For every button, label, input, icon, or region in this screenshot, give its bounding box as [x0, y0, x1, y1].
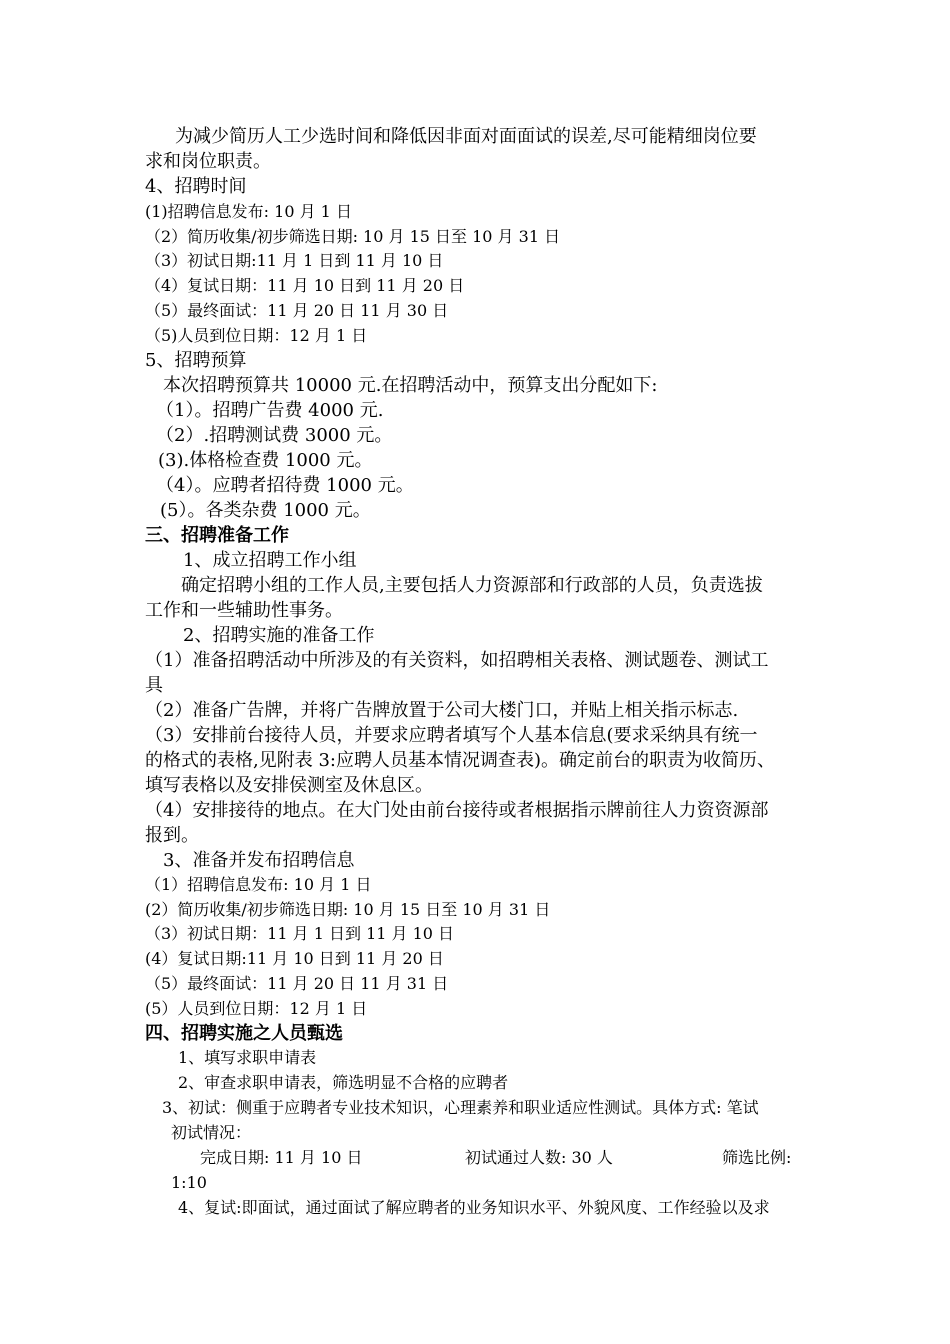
- text-line: 的格式的表格,见附表 3:应聘人员基本情况调查表)。确定前台的职责为收简历、: [145, 750, 775, 771]
- text-line: （4）复试日期：11 月 10 日到 11 月 20 日: [145, 276, 465, 295]
- text-line: 报到。: [145, 825, 199, 846]
- text-line: 1、成立招聘工作小组: [183, 550, 357, 571]
- text-line: （4）。应聘者招待费 1000 元。: [156, 475, 414, 496]
- text-line: (5）人员到位日期：12 月 1 日: [145, 999, 368, 1018]
- text-line: 本次招聘预算共 10000 元.在招聘活动中，预算支出分配如下:: [163, 375, 658, 396]
- text-line: 完成日期: 11 月 10 日: [200, 1148, 363, 1167]
- text-line: (2）简历收集/初步筛选日期: 10 月 15 日至 10 月 31 日: [145, 900, 551, 919]
- text-line: 初试情况：: [171, 1123, 252, 1142]
- text-line: （2）准备广告牌，并将广告牌放置于公司大楼门口，并贴上相关指示标志.: [145, 700, 739, 721]
- text-line: 3、初试：侧重于应聘者专业技术知识，心理素养和职业适应性测试。具体方式: 笔试: [162, 1098, 759, 1117]
- text-line: 初试通过人数: 30 人: [465, 1148, 613, 1167]
- text-line: （3）初试日期：11 月 1 日到 11 月 10 日: [145, 924, 455, 943]
- text-line: 1:10: [171, 1173, 207, 1192]
- text-line: 为减少简历人工少选时间和降低因非面对面面试的误差,尽可能精细岗位要: [175, 126, 757, 147]
- text-line: （1）准备招聘活动中所涉及的有关资料，如招聘相关表格、测试题卷、测试工: [145, 650, 769, 671]
- text-line: 工作和一些辅助性事务。: [145, 600, 343, 621]
- text-line: （2）.招聘测试费 3000 元。: [156, 425, 393, 446]
- text-line: 填写表格以及安排侯测室及休息区。: [145, 775, 433, 796]
- text-line: （5）最终面试：11 月 20 日 11 月 31 日: [145, 974, 449, 993]
- text-line: 4、复试:即面试，通过面试了解应聘者的业务知识水平、外貌风度、工作经验以及求: [178, 1198, 770, 1217]
- text-line: 三、招聘准备工作: [145, 525, 289, 546]
- text-line: 3、准备并发布招聘信息: [163, 850, 355, 871]
- text-line: 筛选比例:: [722, 1148, 792, 1167]
- text-line: 2、审查求职申请表，筛选明显不合格的应聘者: [178, 1073, 509, 1092]
- text-line: 4、招聘时间: [145, 176, 247, 197]
- text-line: (1)招聘信息发布: 10 月 1 日: [145, 202, 352, 221]
- text-line: （3）初试日期:11 月 1 日到 11 月 10 日: [145, 251, 444, 270]
- text-line: （1）招聘信息发布: 10 月 1 日: [145, 875, 372, 894]
- text-line: (5）。各类杂费 1000 元。: [160, 500, 371, 521]
- text-line: (4）复试日期:11 月 10 日到 11 月 20 日: [145, 949, 444, 968]
- text-line: 1、填写求职申请表: [178, 1048, 317, 1067]
- text-line: (3).体格检查费 1000 元。: [158, 450, 373, 471]
- text-line: （5）最终面试：11 月 20 日 11 月 30 日: [145, 301, 449, 320]
- text-line: 四、招聘实施之人员甄选: [145, 1023, 343, 1044]
- text-line: 确定招聘小组的工作人员,主要包括人力资源部和行政部的人员，负责选拔: [181, 575, 763, 596]
- text-line: （3）安排前台接待人员，并要求应聘者填写个人基本信息(要求采纳具有统一: [145, 725, 758, 746]
- text-line: 2、招聘实施的准备工作: [183, 625, 375, 646]
- text-line: 具: [145, 675, 163, 696]
- text-line: （1）。招聘广告费 4000 元.: [156, 400, 384, 421]
- text-line: 求和岗位职责。: [145, 151, 271, 172]
- text-line: 5、招聘预算: [145, 350, 247, 371]
- text-line: （2）简历收集/初步筛选日期: 10 月 15 日至 10 月 31 日: [145, 227, 561, 246]
- text-line: （4）安排接待的地点。在大门处由前台接待或者根据指示牌前往人力资资源部: [145, 800, 769, 821]
- text-line: （5)人员到位日期：12 月 1 日: [145, 326, 368, 345]
